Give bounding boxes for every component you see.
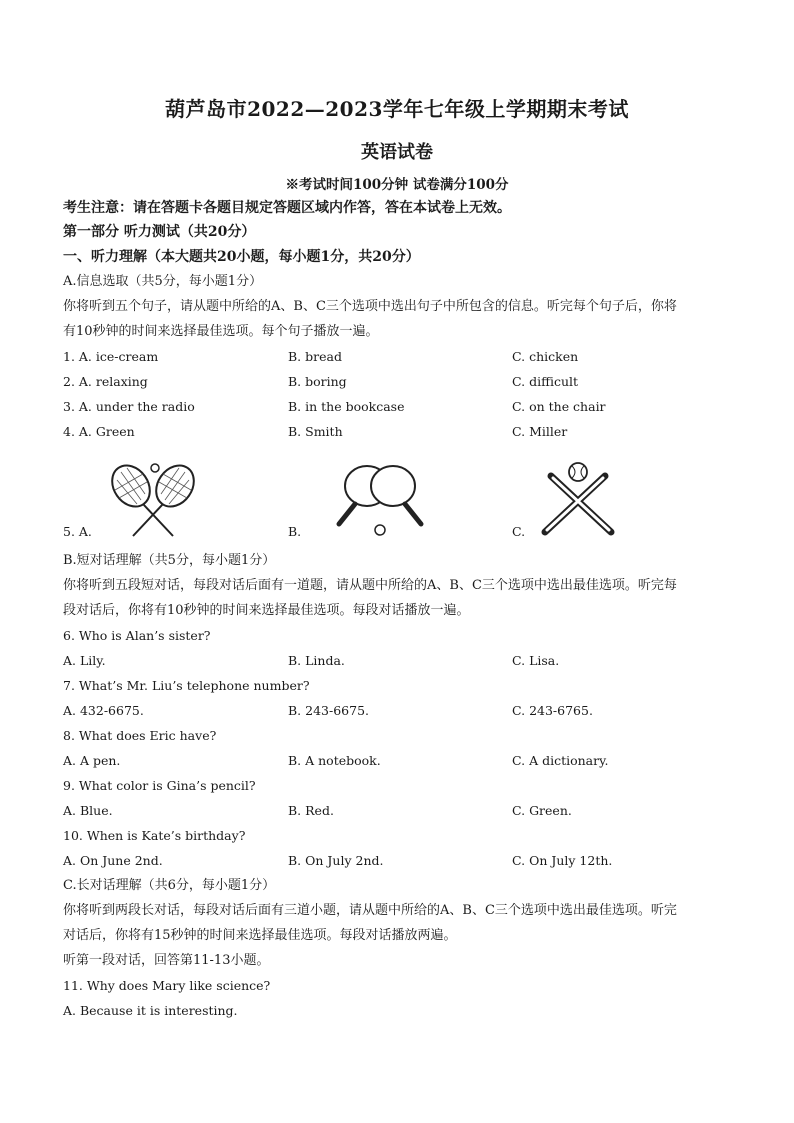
option-a[interactable]: 3. A. under the radio [63,399,195,414]
section-b-instructions: 你将听到五段短对话，每段对话后面有一道题，请从题中所给的A、B、C三个选项中选出最佳选项。听完每 [63,578,677,593]
question-row [63,423,743,441]
question-row [63,652,743,670]
ping-pong-paddles-icon[interactable] [325,462,435,540]
section-b-title: B.短对话理解（共5分，每小题1分） [63,553,276,568]
option-a[interactable]: A. On June 2nd. [63,853,163,868]
option-b[interactable]: B. Red. [288,803,334,818]
exam-title: 葫芦岛市2022—2023学年七年级上学期期末考试 [165,97,629,121]
option-c[interactable]: C. A dictionary. [512,753,609,768]
question-text: 9. What color is Gina’s pencil? [63,778,256,793]
option-b[interactable]: B. On July 2nd. [288,853,384,868]
option-b[interactable]: B. boring [288,374,347,389]
section-a-instructions-2: 有10秒钟的时间来选择最佳选项。每个句子播放一遍。 [63,324,379,339]
question-text: 8. What does Eric have? [63,728,217,743]
option-a[interactable]: 1. A. ice-cream [63,349,159,364]
option-c[interactable]: C. On July 12th. [512,853,613,868]
option-b[interactable]: B. Linda. [288,653,345,668]
question-text: 10. When is Kate’s birthday? [63,828,246,843]
option-b[interactable]: B. bread [288,349,342,364]
option-a[interactable]: A. Because it is interesting. [63,1003,238,1018]
question-row [63,373,743,391]
baseball-bats-icon[interactable] [533,458,623,542]
option-a[interactable]: A. Lily. [63,653,106,668]
option-a[interactable]: 4. A. Green [63,424,135,439]
question-5-pictures [63,452,743,547]
question-text: 6. Who is Alan’s sister? [63,628,211,643]
option-c[interactable]: C. Green. [512,803,572,818]
question-row [63,702,743,720]
option-c[interactable]: C. on the chair [512,399,606,414]
option-c-label[interactable]: C. [512,524,526,539]
part1-title: 第一部分 听力测试（共20分） [63,224,256,240]
notice: 考生注意：请在答题卡各题目规定答题区域内作答，答在本试卷上无效。 [63,200,511,216]
option-c[interactable]: C. Lisa. [512,653,560,668]
section-b-instructions-2: 段对话后，你将有10秒钟的时间来选择最佳选项。每段对话播放一遍。 [63,603,470,618]
option-c[interactable]: C. difficult [512,374,579,389]
option-b[interactable]: B. Smith [288,424,343,439]
exam-subtitle: 英语试卷 [361,142,433,163]
option-b[interactable]: B. A notebook. [288,753,381,768]
option-a[interactable]: 2. A. relaxing [63,374,148,389]
question-text: 7. What’s Mr. Liu’s telephone number? [63,678,310,693]
tennis-rackets-icon[interactable] [103,460,213,540]
question-row [63,852,743,870]
section-c-title: C.长对话理解（共6分，每小题1分） [63,878,276,893]
option-a[interactable]: A. 432-6675. [63,703,144,718]
question-row [63,752,743,770]
section-a-instructions: 你将听到五个句子，请从题中所给的A、B、C三个选项中选出句子中所包含的信息。听完每个句子后，你将 [63,299,677,314]
section-c-instructions-2: 对话后，你将有15秒钟的时间来选择最佳选项。每段对话播放两遍。 [63,928,457,943]
section1-title: 一、听力理解（本大题共20小题，每小题1分，共20分） [63,249,420,265]
option-c[interactable]: C. 243-6765. [512,703,593,718]
option-c[interactable]: C. chicken [512,349,579,364]
question-row [63,348,743,366]
question-row [63,802,743,820]
section-c-instructions: 你将听到两段长对话，每段对话后面有三道小题，请从题中所给的A、B、C三个选项中选出最佳选项。听完 [63,903,677,918]
option-c[interactable]: C. Miller [512,424,568,439]
question-row [63,398,743,416]
question-text: 11. Why does Mary like science? [63,978,271,993]
option-a-label[interactable]: 5. A. [63,524,92,539]
option-b-label[interactable]: B. [288,524,302,539]
option-a[interactable]: A. A pen. [63,753,121,768]
exam-info: ※考试时间100分钟 试卷满分100分 [285,177,509,193]
dialog1-intro: 听第一段对话，回答第11-13小题。 [63,953,270,968]
option-b[interactable]: B. in the bookcase [288,399,405,414]
option-a[interactable]: A. Blue. [63,803,113,818]
section-a-title: A.信息选取（共5分，每小题1分） [63,274,263,289]
option-b[interactable]: B. 243-6675. [288,703,369,718]
